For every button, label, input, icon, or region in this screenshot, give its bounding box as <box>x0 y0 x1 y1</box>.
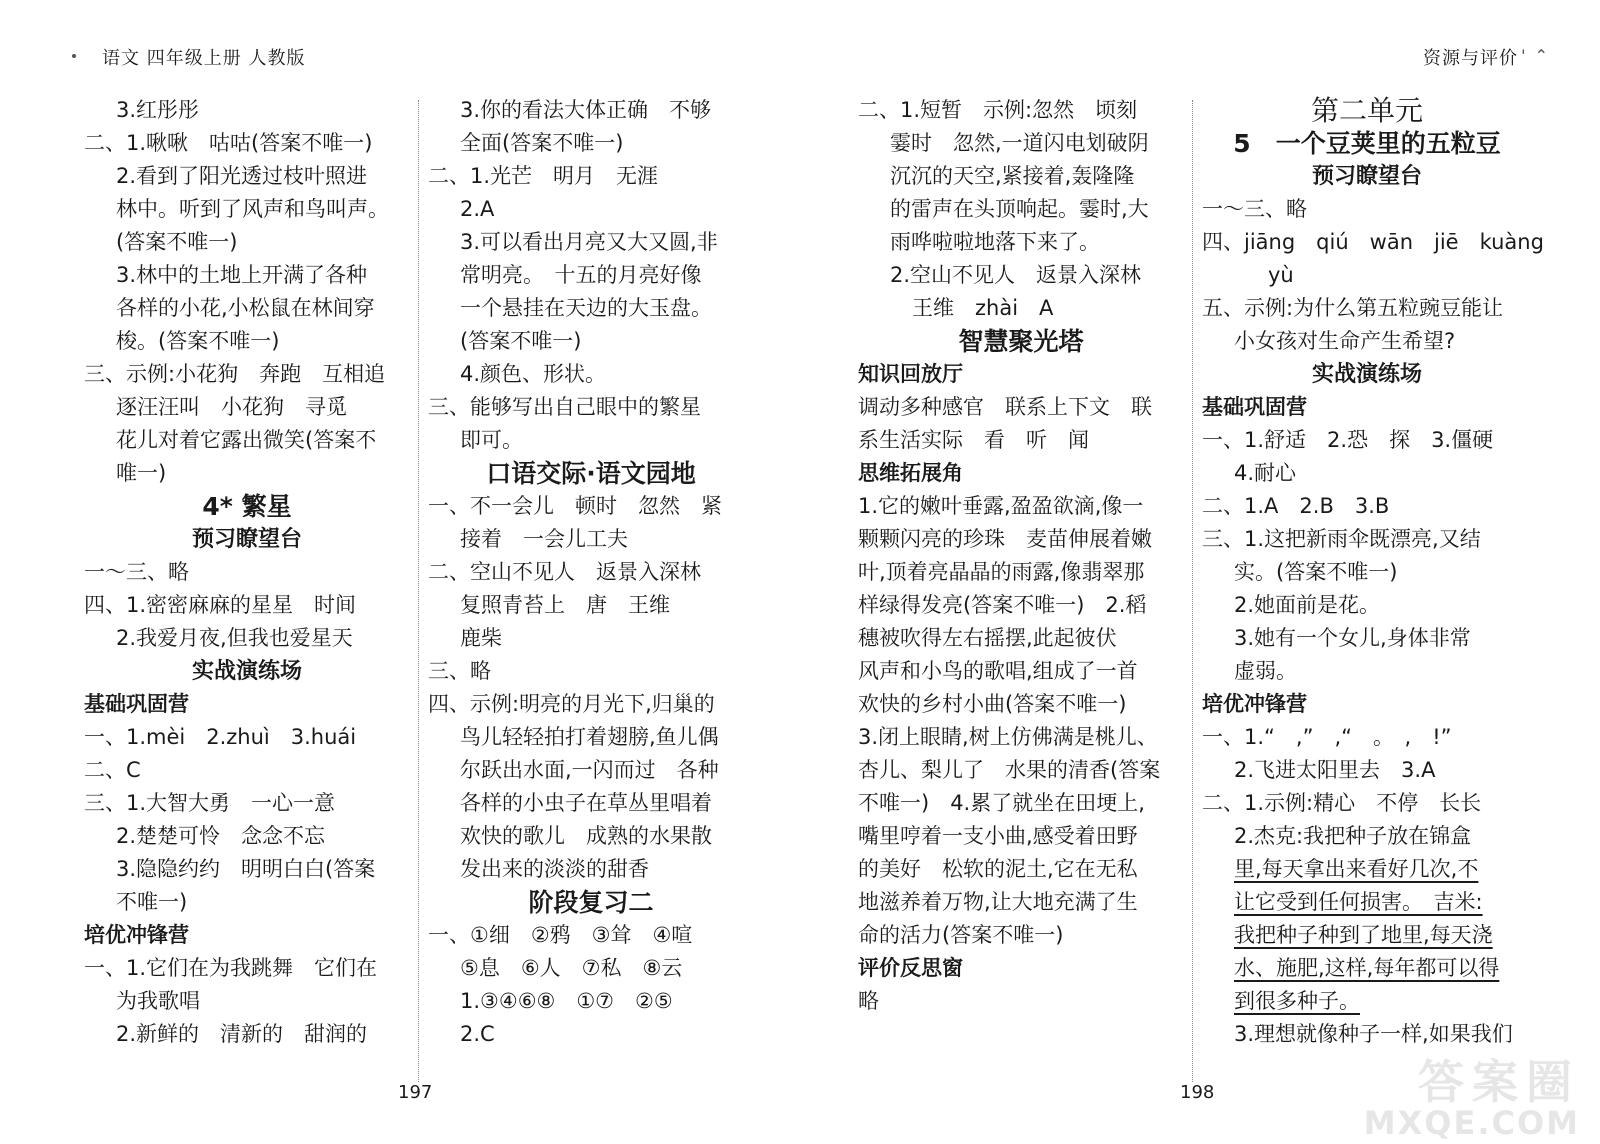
answer-line: 二、1.短暂 示例:忽然 顷刻 <box>858 98 1138 122</box>
answer-line: 略 <box>858 989 879 1013</box>
answer-line: 嘴里哼着一支小曲,感受着田野 <box>858 824 1138 848</box>
answer-column-3 <box>858 94 1184 1018</box>
answer-line: 二、1.示例:精心 不停 长长 <box>1202 791 1482 815</box>
answer-line: 系生活实际 看 听 闻 <box>858 428 1089 452</box>
answer-line: 小女孩对生命产生希望? <box>1234 329 1456 353</box>
answer-line: 四、示例:明亮的月光下,归巢的 <box>428 692 715 716</box>
answer-line: 3.闭上眼睛,树上仿佛满是桃儿、 <box>858 725 1158 749</box>
answer-column-1 <box>84 94 410 1051</box>
answer-line: 二、C <box>84 758 141 782</box>
answer-line: 1.③④⑥⑧ ①⑦ ②⑤ <box>460 989 673 1013</box>
answer-line: 的美好 松软的泥土,它在无私 <box>858 857 1138 881</box>
answer-line: 2.她面前是花。 <box>1234 593 1381 617</box>
answer-line: 一、1.“ ,” ,“ 。 , !” <box>1202 725 1452 749</box>
answer-column-2 <box>428 94 754 1051</box>
answer-line: 1.它的嫩叶垂露,盈盈欲滴,像一 <box>858 494 1144 518</box>
answer-line: 3.隐隐约约 明明白白(答案 <box>116 857 376 881</box>
answer-line: 雨哗啦啦地落下来了。 <box>890 230 1100 254</box>
section-heading: 预习瞭望台 <box>1311 164 1422 189</box>
answer-line: 一、不一会儿 顿时 忽然 紧 <box>428 494 722 518</box>
answer-line: 三、示例:小花狗 奔跑 互相追 <box>84 362 386 386</box>
answer-line: 一、①细 ②鸦 ③耸 ④喧 <box>428 923 693 947</box>
answer-line: 二、1.啾啾 咕咕(答案不唯一) <box>84 131 373 155</box>
answer-line: 各样的小虫子在草丛里唱着 <box>460 791 712 815</box>
answer-line: 3.林中的土地上开满了各种 <box>116 263 368 287</box>
header-series-title: 资源与评价 <box>1423 48 1518 69</box>
answer-line: 一、1.它们在为我跳舞 它们在 <box>84 956 378 980</box>
answer-line: 即可。 <box>460 428 523 452</box>
answer-line: 逐汪汪叫 小花狗 寻觅 <box>116 395 347 419</box>
subsection-heading: 基础巩固营 <box>84 692 189 716</box>
answer-line: yù <box>1268 263 1294 287</box>
section-heading: 预习瞭望台 <box>191 527 302 552</box>
answer-line: 常明亮。 十五的月亮好像 <box>460 263 702 287</box>
answer-line: 2.楚楚可怜 念念不忘 <box>116 824 326 848</box>
answer-line: 林中。听到了风声和鸟叫声。 <box>116 197 389 221</box>
section-heading: 实战演练场 <box>1311 362 1422 387</box>
answer-line: 鹿柴 <box>460 626 502 650</box>
answer-line: 样绿得发亮(答案不唯一) 2.稻 <box>858 593 1147 617</box>
answer-line: 梭。(答案不唯一) <box>116 329 280 353</box>
answer-line: 地滋养着万物,让大地充满了生 <box>858 890 1138 914</box>
answer-line: 发出来的淡淡的甜香 <box>460 857 649 881</box>
subsection-heading: 基础巩固营 <box>1202 395 1307 419</box>
answer-line-underlined: 我把种子种到了地里,每天浇 <box>1234 923 1493 947</box>
lesson-title: 5 一个豆荚里的五粒豆 <box>1233 129 1501 158</box>
answer-line: 全面(答案不唯一) <box>460 131 624 155</box>
answer-line: 3.她有一个女儿,身体非常 <box>1234 626 1471 650</box>
subsection-heading: 培优冲锋营 <box>84 923 189 947</box>
answer-line: 杏儿、梨儿了 水果的清香(答案 <box>858 758 1161 782</box>
subsection-heading: 知识回放厅 <box>858 362 963 386</box>
lesson-title: 智慧聚光塔 <box>958 327 1084 356</box>
watermark-bottom-text: MXQE.COM <box>1363 1104 1580 1142</box>
answer-line: 2.新鲜的 清新的 甜润的 <box>116 1022 368 1046</box>
answer-line: 虚弱。 <box>1234 659 1297 683</box>
answer-line: 接着 一会儿工夫 <box>460 527 628 551</box>
answer-line: 沉沉的天空,紧接着,轰隆隆 <box>890 164 1135 188</box>
answer-line: 欢快的歌儿 成熟的水果散 <box>460 824 712 848</box>
answer-line-underlined: 到很多种子。 <box>1234 989 1360 1013</box>
answer-line: 2.空山不见人 返景入深林 <box>890 263 1142 287</box>
header-dot <box>72 54 76 58</box>
answer-line: 一～三、略 <box>1202 197 1307 221</box>
answer-line: 各样的小花,小松鼠在林间穿 <box>116 296 375 320</box>
answer-line: 3.理想就像种子一样,如果我们 <box>1234 1022 1513 1046</box>
answer-line: 实。(答案不唯一) <box>1234 560 1398 584</box>
answer-line: (答案不唯一) <box>460 329 582 353</box>
answer-line: 欢快的乡村小曲(答案不唯一) <box>858 692 1127 716</box>
answer-line: 王维 zhài A <box>912 296 1054 320</box>
subsection-heading: 思维拓展角 <box>858 461 963 485</box>
watermark-logo <box>1300 1046 1580 1142</box>
answer-line: 2.我爱月夜,但我也爱星天 <box>116 626 353 650</box>
answer-line: 二、1.A 2.B 3.B <box>1202 494 1390 518</box>
lesson-title: 口语交际·语文园地 <box>486 459 696 488</box>
column-divider-left <box>418 100 419 1082</box>
answer-line: 四、jiāng qiú wān jiē kuàng <box>1202 230 1544 254</box>
lesson-title: 4* 繁星 <box>202 492 292 521</box>
answer-line: 二、空山不见人 返景入深林 <box>428 560 701 584</box>
lesson-title: 阶段复习二 <box>528 888 654 917</box>
answer-column-4 <box>1202 94 1544 1051</box>
answer-line: 四、1.密密麻麻的星星 时间 <box>84 593 357 617</box>
answer-line: 三、1.这把新雨伞既漂亮,又结 <box>1202 527 1481 551</box>
answer-line-underlined: 水、施肥,这样,每年都可以得 <box>1234 956 1500 980</box>
answer-line: 调动多种感官 联系上下文 联 <box>858 395 1152 419</box>
section-heading: 实战演练场 <box>191 659 302 684</box>
subsection-heading: 评价反思窗 <box>858 956 963 980</box>
answer-line: 二、1.光芒 明月 无涯 <box>428 164 659 188</box>
page-number-left: 197 <box>398 1082 433 1103</box>
answer-line: 一、1.舒适 2.恐 探 3.僵硬 <box>1202 428 1494 452</box>
answer-line: 一、1.mèi 2.zhuì 3.huái <box>84 725 357 749</box>
answer-line: 五、示例:为什么第五粒豌豆能让 <box>1202 296 1504 320</box>
answer-line: 命的活力(答案不唯一) <box>858 923 1064 947</box>
answer-line: 三、略 <box>428 659 491 683</box>
answer-line: 风声和小鸟的歌唱,组成了一首 <box>858 659 1138 683</box>
answer-line: 三、能够写出自己眼中的繁星 <box>428 395 701 419</box>
answer-line: 叶,顶着亮晶晶的雨露,像翡翠那 <box>858 560 1145 584</box>
answer-line: 3.可以看出月亮又大又圆,非 <box>460 230 718 254</box>
page-number-right: 198 <box>1180 1082 1215 1103</box>
subsection-heading: 培优冲锋营 <box>1202 692 1307 716</box>
header-book-info: 语文 四年级上册 人教版 <box>102 48 306 69</box>
answer-line: 3.你的看法大体正确 不够 <box>460 98 712 122</box>
header-corner-marks: ' ⌃ <box>1521 46 1550 65</box>
answer-line: 穗被吹得左右摇摆,此起彼伏 <box>858 626 1117 650</box>
answer-line: 2.C <box>460 1022 495 1046</box>
watermark-top-text: 答案圈 <box>1418 1055 1580 1109</box>
answer-line-underlined: 里,每天拿出来看好几次,不 <box>1234 857 1479 881</box>
answer-line: 三、1.大智大勇 一心一意 <box>84 791 336 815</box>
answer-line: 一～三、略 <box>84 560 189 584</box>
answer-line: 2.飞进太阳里去 3.A <box>1234 758 1436 782</box>
answer-line: 复照青苔上 唐 王维 <box>460 593 670 617</box>
answer-line: 鸟儿轻轻拍打着翅膀,鱼儿偶 <box>460 725 719 749</box>
answer-line: (答案不唯一) <box>116 230 238 254</box>
answer-line: 4.耐心 <box>1234 461 1297 485</box>
answer-line: 2.看到了阳光透过枝叶照进 <box>116 164 368 188</box>
answer-line: 不唯一) <box>116 890 188 914</box>
answer-line: 尔跃出水面,一闪而过 各种 <box>460 758 719 782</box>
answer-line: 霎时 忽然,一道闪电划破阴 <box>890 131 1149 155</box>
answer-line: ⑤息 ⑥人 ⑦私 ⑧云 <box>460 956 683 980</box>
answer-line: 为我歌唱 <box>116 989 200 1013</box>
answer-line: 唯一) <box>116 461 167 485</box>
answer-line: 花儿对着它露出微笑(答案不 <box>116 428 377 452</box>
answer-line-underlined: 2.杰克:我把种子放在锦盒 <box>1234 824 1472 848</box>
answer-line: 一个悬挂在天边的大玉盘。 <box>460 296 712 320</box>
answer-line: 的雷声在头顶响起。霎时,大 <box>890 197 1149 221</box>
unit-title: 第二单元 <box>1310 94 1423 127</box>
answer-line: 不唯一) 4.累了就坐在田埂上, <box>858 791 1145 815</box>
answer-line: 4.颜色、形状。 <box>460 362 607 386</box>
answer-line: 颗颗闪亮的珍珠 麦苗伸展着嫩 <box>858 527 1152 551</box>
answer-line: 2.A <box>460 197 495 221</box>
answer-line-underlined: 让它受到任何损害。 吉米: <box>1234 890 1483 914</box>
answer-line: 3.红彤彤 <box>116 98 200 122</box>
column-divider-right <box>1192 100 1193 1082</box>
